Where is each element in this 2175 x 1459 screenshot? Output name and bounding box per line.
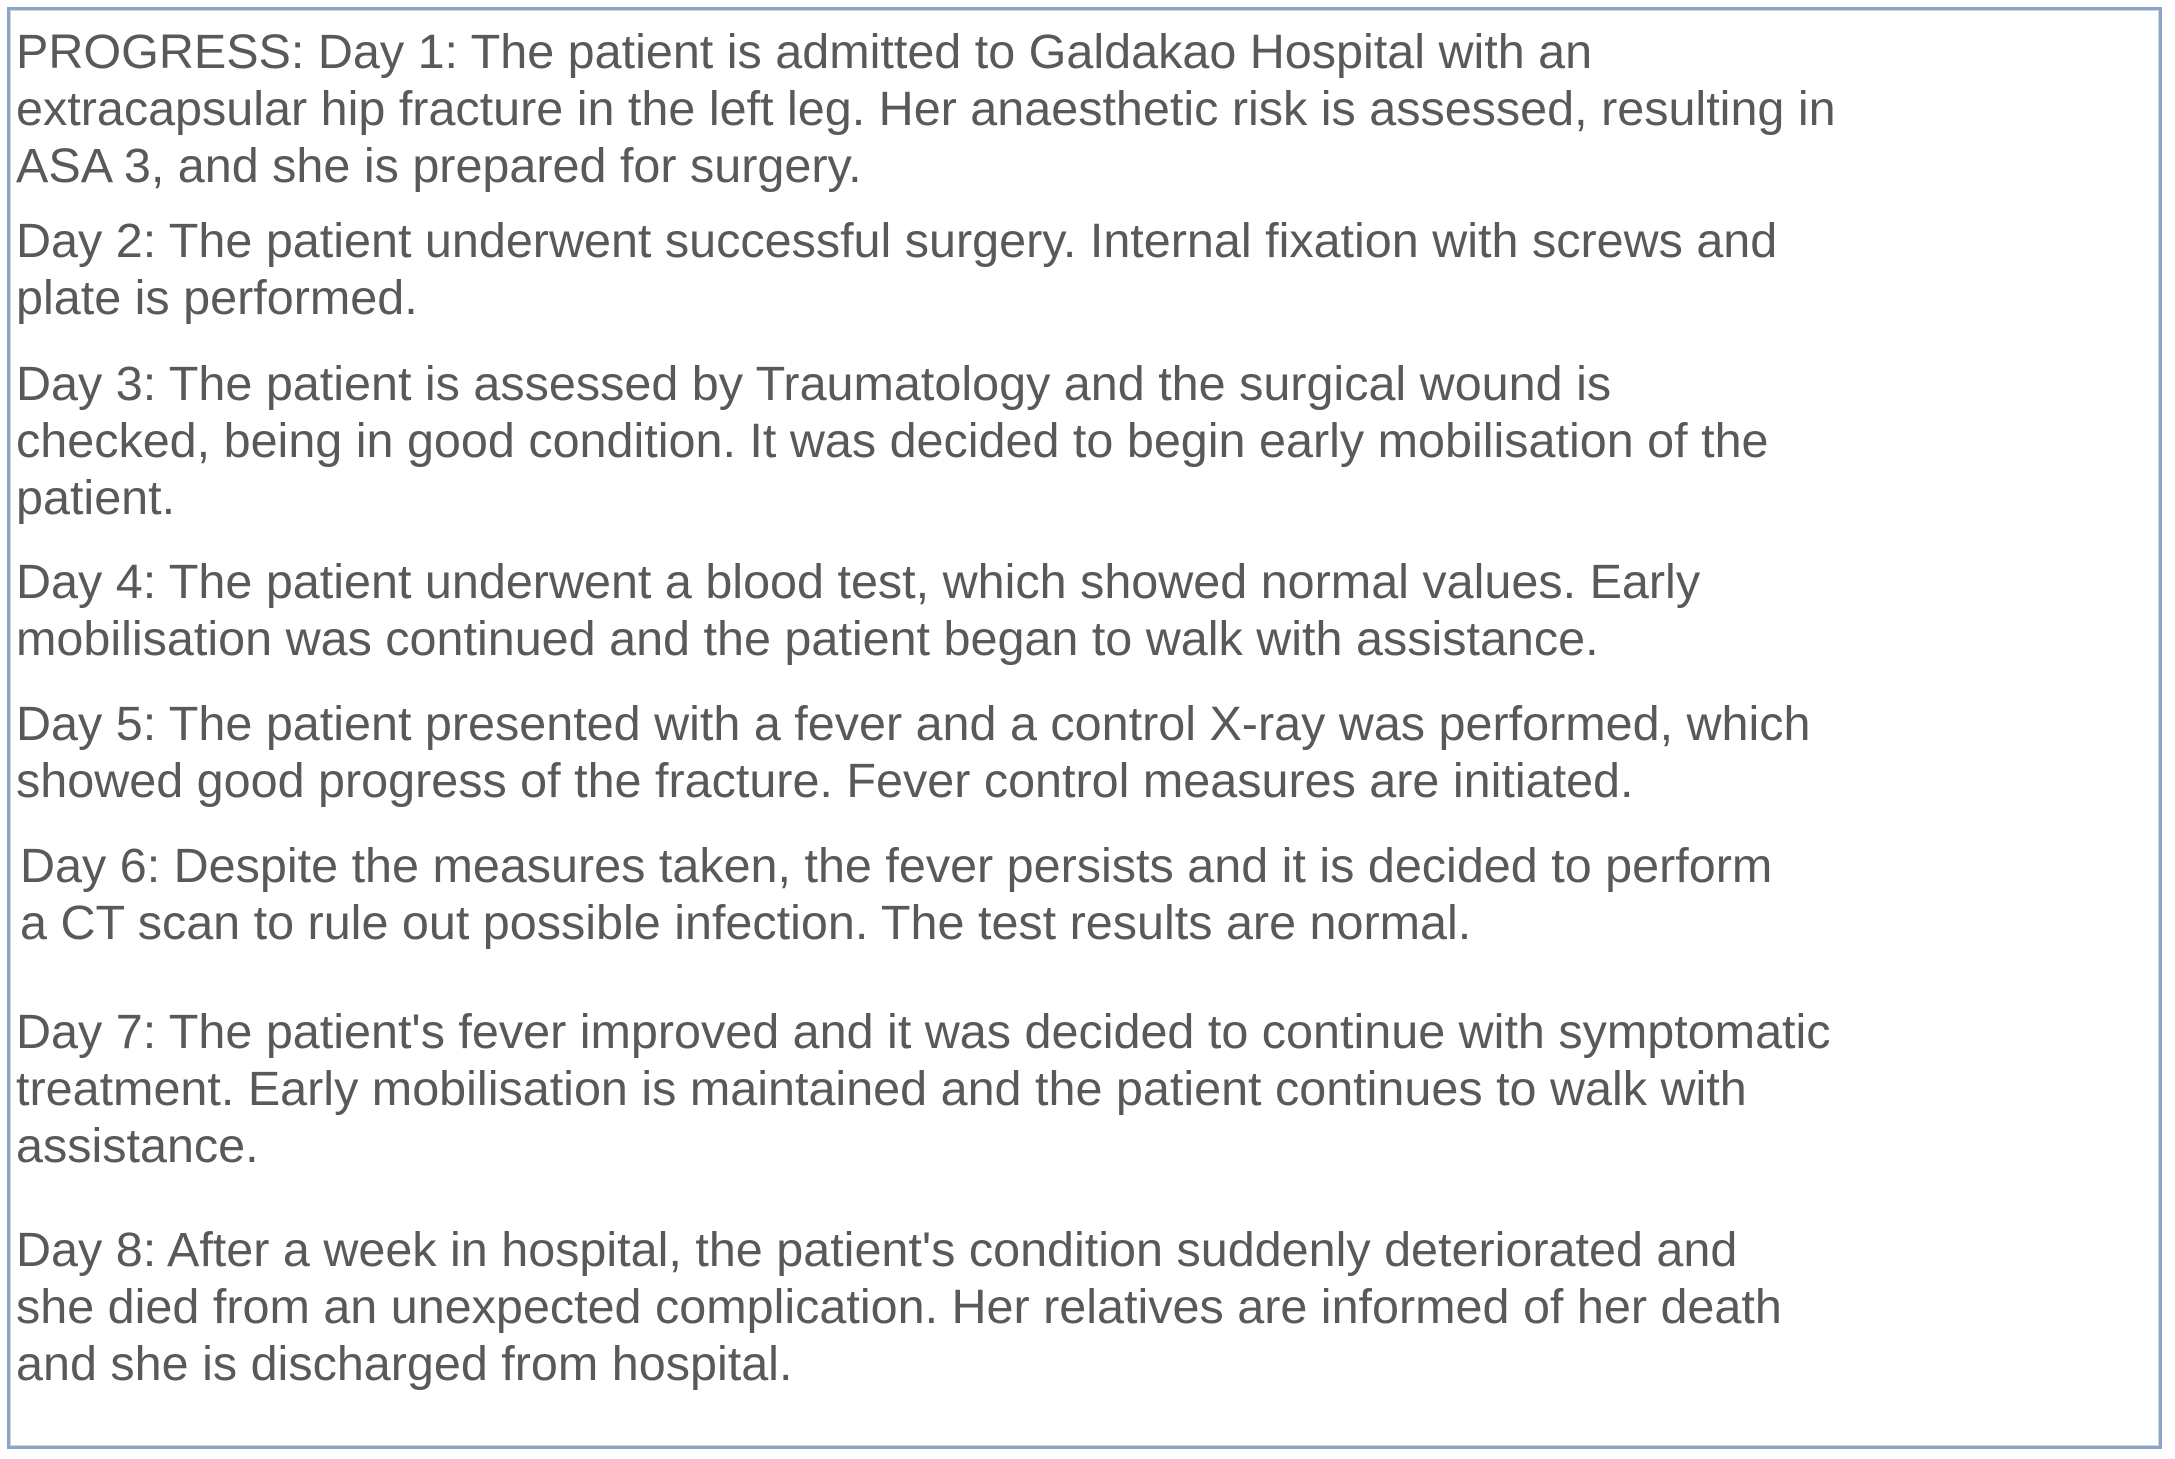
progress-day-6-paragraph: Day 6: Despite the measures taken, the fever persists and it is decided to perform a CT scan to rule out possible infection. The test results are normal. bbox=[20, 839, 1773, 950]
progress-notes-box bbox=[7, 7, 2162, 1449]
progress-day-1-paragraph: PROGRESS: Day 1: The patient is admitted to Galdakao Hospital with an extracapsular hip fracture in the left leg. Her anaesthetic risk is assessed, resulting in ASA 3, and she is prepared for surgery. bbox=[16, 25, 1836, 193]
progress-day-8-paragraph: Day 8: After a week in hospital, the patient's condition suddenly deteriorated and she died from an unexpected complication. Her relatives are informed of her death and she is discharged from hospital. bbox=[16, 1223, 1782, 1391]
progress-day-2-paragraph: Day 2: The patient underwent successful surgery. Internal fixation with screws and plate is performed. bbox=[16, 214, 1778, 325]
progress-day-5-paragraph: Day 5: The patient presented with a fever and a control X-ray was performed, which showed good progress of the fracture. Fever control measures are initiated. bbox=[16, 697, 1811, 808]
progress-day-7-paragraph: Day 7: The patient's fever improved and it was decided to continue with symptomatic treatment. Early mobilisation is maintained and the patient continues to walk with assistance. bbox=[16, 1005, 1831, 1173]
progress-day-4-paragraph: Day 4: The patient underwent a blood test, which showed normal values. Early mobilisation was continued and the patient began to walk with assistance. bbox=[16, 555, 1701, 666]
progress-day-3-paragraph: Day 3: The patient is assessed by Traumatology and the surgical wound is checked, being in good condition. It was decided to begin early mobilisation of the patient. bbox=[16, 357, 1769, 525]
